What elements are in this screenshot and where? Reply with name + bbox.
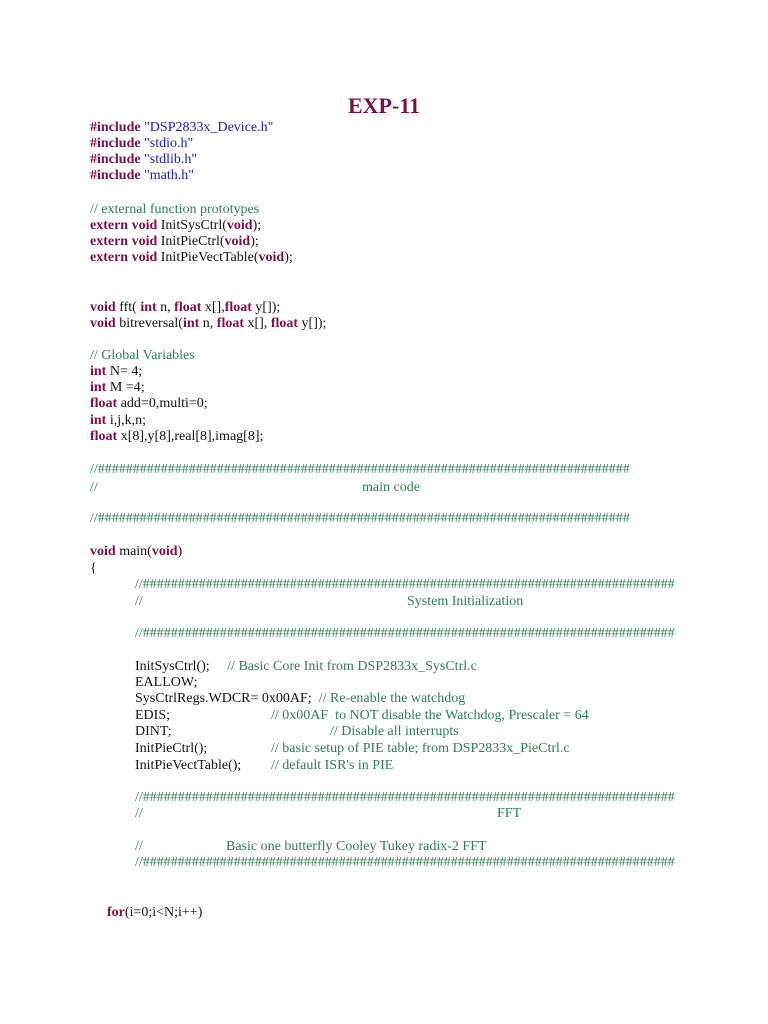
code-line (90, 234, 259, 250)
code-text: N= 4; (109, 364, 143, 379)
code-keyword: #include (90, 152, 145, 167)
code-keyword: void (151, 544, 178, 559)
code-keyword: float (270, 316, 302, 331)
code-text: bitreversal( (119, 316, 183, 331)
code-keyword: float (90, 396, 121, 411)
code-line (135, 806, 143, 822)
code-text: i,j,k,n; (109, 413, 147, 428)
code-line (330, 724, 459, 740)
code-keyword: int (182, 316, 203, 331)
code-text: InitSysCtrl( (160, 218, 227, 233)
code-line (135, 626, 675, 642)
code-line (135, 691, 465, 707)
code-line (90, 168, 194, 184)
code-string: "DSP2833x_Device.h" (144, 120, 274, 135)
code-line (90, 136, 193, 152)
code-line (407, 594, 523, 610)
code-text: (i=0;i<N;i++) (124, 905, 203, 920)
code-line (271, 758, 393, 774)
code-comment: // (135, 594, 143, 609)
code-line (90, 120, 273, 136)
code-keyword: int (90, 380, 110, 395)
code-text: x[], (204, 300, 225, 315)
code-line (271, 741, 570, 757)
code-line (90, 544, 182, 560)
code-text: EDIS; (135, 708, 170, 723)
code-comment: Basic one butterfly Cooley Tukey radix-2 FFT (226, 839, 487, 854)
code-text: InitSysCtrl(); (135, 659, 228, 674)
code-text: ); (250, 234, 259, 249)
code-line (497, 806, 521, 822)
code-string: "stdio.h" (144, 136, 194, 151)
code-line (90, 250, 293, 266)
code-line (135, 577, 675, 593)
code-text: main( (119, 544, 152, 559)
code-line (135, 758, 241, 774)
code-keyword: #include (90, 168, 145, 183)
code-text: add=0,multi=0; (120, 396, 208, 411)
code-line (90, 364, 142, 380)
code-keyword: float (90, 429, 121, 444)
code-line (135, 708, 170, 724)
code-line (135, 594, 143, 610)
code-text: M =4; (109, 380, 145, 395)
code-comment: // Basic Core Init from DSP2833x_SysCtrl.c (227, 659, 477, 674)
code-comment: System Initialization (407, 594, 524, 609)
code-line (135, 741, 207, 757)
code-text: InitPieVectTable(); (135, 758, 242, 773)
code-text: InitPieVectTable( (160, 250, 259, 265)
code-line (135, 839, 143, 855)
code-keyword: int (90, 413, 110, 428)
code-text: x[8],y[8],real[8],imag[8]; (120, 429, 264, 444)
code-line (135, 659, 477, 675)
code-line (271, 708, 589, 724)
code-comment: // external function prototypes (90, 202, 260, 217)
code-line (362, 480, 420, 496)
code-comment: //############################################################################ (135, 790, 675, 805)
code-line (90, 396, 208, 412)
code-comment: // Disable all interrupts (330, 724, 459, 739)
page-title: EXP-11 (347, 93, 421, 118)
code-comment: // basic setup of PIE table; from DSP2833x_PieCtrl.c (271, 741, 570, 756)
code-text: InitPieCtrl( (160, 234, 225, 249)
code-keyword: float (174, 300, 205, 315)
code-text: y[]); (301, 316, 327, 331)
code-keyword: void (258, 250, 285, 265)
code-text: n, (202, 316, 217, 331)
code-text: x[], (247, 316, 271, 331)
code-comment: main code (362, 480, 420, 495)
code-line (90, 300, 280, 316)
code-line (90, 202, 259, 218)
code-comment: // (135, 839, 143, 854)
code-line (90, 218, 261, 234)
code-keyword: extern void (90, 218, 161, 233)
code-keyword: extern void (90, 250, 161, 265)
code-text: ); (284, 250, 293, 265)
code-text: EALLOW; (135, 675, 198, 690)
code-line (90, 152, 197, 168)
code-keyword: int (90, 364, 110, 379)
code-text: SysCtrlRegs.WDCR= 0x00AF; (135, 691, 319, 706)
code-text: ); (252, 218, 262, 233)
code-line (90, 429, 263, 445)
code-text: n, (160, 300, 175, 315)
code-comment: // default ISR's in PIE (271, 758, 394, 773)
code-comment: FFT (497, 806, 522, 821)
code-line (90, 348, 195, 364)
code-keyword: float (224, 300, 256, 315)
code-string: "stdlib.h" (144, 152, 198, 167)
code-line (90, 511, 630, 527)
code-line (135, 675, 197, 691)
code-string: "math.h" (144, 168, 195, 183)
code-comment: //############################################################################ (90, 511, 630, 526)
code-keyword: void (90, 544, 120, 559)
code-line (90, 413, 146, 429)
code-line (226, 839, 487, 855)
code-comment: // Re-enable the watchdog (318, 691, 466, 706)
code-comment: // 0x00AF to NOT disable the Watchdog, Prescaler = 64 (271, 708, 589, 723)
code-keyword: void (90, 300, 120, 315)
code-keyword: int (140, 300, 161, 315)
code-line (135, 790, 675, 806)
code-line (90, 480, 98, 496)
code-comment: // (90, 480, 98, 495)
code-keyword: void (224, 234, 251, 249)
code-keyword: float (216, 316, 248, 331)
code-line (135, 724, 172, 740)
code-line (107, 905, 202, 921)
code-text: y[]); (255, 300, 281, 315)
code-line (135, 855, 675, 871)
code-keyword: extern void (90, 234, 161, 249)
code-keyword: void (226, 218, 253, 233)
code-text: ) (177, 544, 183, 559)
code-text: fft( (119, 300, 141, 315)
code-comment: //############################################################################ (135, 626, 675, 641)
code-comment: //############################################################################ (90, 462, 630, 477)
code-keyword: void (90, 316, 120, 331)
code-comment: // (135, 806, 143, 821)
code-keyword: for (107, 905, 125, 920)
code-text: { (90, 561, 97, 576)
code-line (90, 462, 630, 478)
code-line (90, 561, 97, 577)
code-text: InitPieCtrl(); (135, 741, 208, 756)
code-comment: //############################################################################ (135, 577, 675, 592)
code-keyword: #include (90, 136, 145, 151)
code-comment: // Global Variables (90, 348, 195, 363)
code-line (90, 380, 145, 396)
code-text: DINT; (135, 724, 172, 739)
code-line (90, 316, 326, 332)
code-keyword: #include (90, 120, 145, 135)
code-comment: //############################################################################ (135, 855, 675, 870)
